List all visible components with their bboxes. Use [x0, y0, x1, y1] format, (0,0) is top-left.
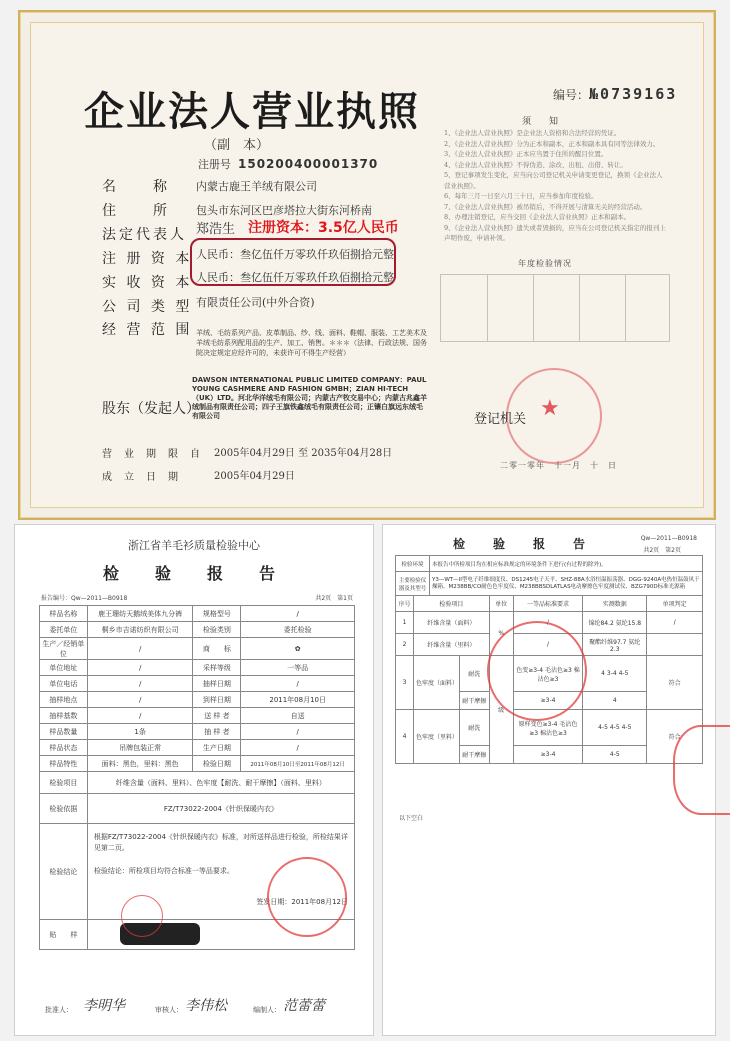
cell: Y3—WT—II型电子纤维细度仪、DS1245电子天平、SHZ-88A水浴恒温振荡器、DGG-9240A电热恒温鼓风干燥箱、M238BB/CO耐色色牢度仪、M238BBSDLATLAS电动摩擦色牢度测试仪、BZG790D标准光源箱 [430, 572, 703, 596]
issue-note: 签发日期：2011年08月12日 [256, 898, 348, 906]
reg-label: 注册号 [198, 158, 231, 171]
cell: 原样变色≥3-4 毛沾色≥3 棉沾色≥3 [513, 710, 583, 746]
cell: 检验环境 [396, 556, 430, 572]
table-row [40, 692, 355, 708]
red-annotation: 注册资本：3.5亿人民币 [248, 220, 399, 236]
field-label-paid-capital: 实 收 资 本 [102, 275, 193, 291]
cell: 检验依据 [40, 794, 88, 824]
cell: 纤维含量（面料） [413, 612, 489, 634]
registration-number [198, 156, 378, 172]
cell: 色牢度（里料） [413, 710, 459, 764]
cell: 委托单位 [40, 622, 88, 638]
field-value-legal-rep: 郑浩生 [196, 222, 236, 237]
annual-check-title: 年度检验情况 [518, 259, 572, 268]
cell: / [513, 612, 583, 634]
field-value-reg-capital: 人民币：叁亿伍仟万零玖仟玖佰捌拾元整 [196, 248, 394, 261]
cell: 耐洗 [459, 656, 489, 692]
field-label-shareholder: 股东（发起人） [102, 401, 200, 417]
cell: 单位 [489, 596, 513, 612]
table-row [396, 596, 703, 612]
cell: / [87, 692, 193, 708]
cell: 检验项目 [413, 596, 489, 612]
cell: 耐洗 [459, 710, 489, 746]
cell: / [647, 612, 703, 634]
cell: 到样日期 [193, 692, 241, 708]
cell: 2 [396, 634, 414, 656]
cell: 实测数据 [583, 596, 647, 612]
notice-list [444, 128, 666, 244]
cell: 抽样基数 [40, 708, 88, 724]
cell: 抽样日期 [193, 676, 241, 692]
cell: 序号 [396, 596, 414, 612]
cell: 生产日期 [193, 740, 241, 756]
cell: 符合 [647, 710, 703, 764]
maker-label: 编制人： [253, 1006, 281, 1014]
inspection-seal [267, 857, 347, 937]
report2-number: Qw—2011—B0918 [640, 535, 697, 542]
notice-line: 8、办理注销登记，应当交回《企业法人营业执照》正本和副本。 [444, 213, 631, 221]
cell: / [87, 708, 193, 724]
cell: 鹿王珊纺天鹅绒美体九分裤 [87, 606, 193, 622]
field-value-scope: 羊绒、毛纺系列产品、皮革制品、纱、线、面料、鞋帽、服装、工艺美术及羊绒毛纺系列配用品的生产、加工、销售。＊＊＊（法律、行政法规、国务院决定规定应经许可的，未获许可不得生产经营） [196, 329, 427, 357]
cell: 耐干摩擦 [459, 692, 489, 710]
reviewer-label: 审核人： [155, 1006, 183, 1014]
cell: 单位地址 [40, 660, 88, 676]
cell: 聚酯纤维97.7 氨纶2.3 [583, 634, 647, 656]
license-serial [553, 85, 677, 103]
field-value-founded: 2005年04月29日 [214, 471, 295, 482]
cell: / [241, 676, 355, 692]
cell: FZ/T73022-2004《针织保暖内衣》 [87, 794, 354, 824]
field-value-address: 包头市东河区巴彦塔拉大街东河桥南 [196, 204, 372, 217]
cell [647, 634, 703, 656]
cell: 耐干摩擦 [459, 746, 489, 764]
conclusion-text-1: 根据FZ/T73022-2004《针织保暖内衣》标准，对所送样品进行检验，所检结果详见第二页。 [93, 833, 348, 852]
cell: 4-5 4-5 4-5 [583, 710, 647, 746]
cell: 纤维含量（面料、里料）、色牢度【耐洗、耐干摩擦】（面料、里料） [87, 772, 354, 794]
table-row [40, 740, 355, 756]
cell: 规格型号 [193, 606, 241, 622]
field-label-founded: 成 立 日 期 [102, 472, 179, 483]
cell: 样品状态 [40, 740, 88, 756]
reg-value: 150200400001370 [238, 157, 379, 171]
license-issue-date: 二零一零年 十一月 十 日 [500, 461, 617, 470]
table-row [40, 756, 355, 772]
report-center-name: 浙江省羊毛衫质量检验中心 [128, 539, 260, 552]
cell: 一等品标准要求 [513, 596, 583, 612]
cell: ≥3-4 [513, 746, 583, 764]
approver-signature: 李明华 [83, 998, 125, 1014]
red-highlight-box [190, 238, 396, 286]
report-page-count: 共2页 第1页 [315, 595, 353, 602]
cell: 色变≥3-4 毛沾色≥3 棉沾色≥3 [513, 656, 583, 692]
table-row [40, 772, 355, 794]
field-label-legal-rep: 法定代表人 [102, 227, 187, 243]
approver-label: 批准人： [45, 1006, 73, 1014]
cell: 样品数量 [40, 724, 88, 740]
inspection-seal-page2 [487, 621, 587, 721]
serial-label: 编号： [553, 88, 590, 102]
reviewer-signature: 李伟松 [185, 998, 227, 1014]
cell: / [513, 634, 583, 656]
cell: 一等品 [241, 660, 355, 676]
cell: 锦纶84.2 氨纶15.8 [583, 612, 647, 634]
cell: / [87, 676, 193, 692]
table-row [40, 708, 355, 724]
term-to-word: 至 [298, 448, 309, 459]
cell: / [241, 606, 355, 622]
license-subtitle: （副 本） [204, 138, 270, 153]
cell: 检验日期 [193, 756, 241, 772]
cell: % [489, 612, 513, 656]
field-label-term: 营 业 期 限 自 [102, 449, 201, 460]
table-row [40, 794, 355, 824]
field-value-term [214, 444, 392, 459]
table-row [40, 724, 355, 740]
cell: ≥3-4 [513, 692, 583, 710]
edge-seal [673, 725, 730, 815]
notice-line: 6、每年三月一日至六月三十日，应当参加年度检验。 [444, 192, 598, 200]
field-value-paid-capital: 人民币：叁亿伍仟万零玖仟玖佰捌拾元整 [196, 271, 394, 284]
cell: 2011年08月10日 [241, 692, 355, 708]
report2-title: 检 验 报 告 [453, 537, 594, 551]
table-row [40, 622, 355, 638]
cell: 样品特性 [40, 756, 88, 772]
trademark-icon: ✿ [241, 638, 355, 660]
cell: 本报告中所检项目均在相应标准规定的环境条件下进行(有过程的除外)。 [430, 556, 703, 572]
cell: / [241, 740, 355, 756]
cell: 3 [396, 656, 414, 710]
cell: 检验项目 [40, 772, 88, 794]
cell: 样品名称 [40, 606, 88, 622]
inspection-seal-small [121, 895, 163, 937]
cell: 色牢度（面料） [413, 656, 459, 710]
seal-star-icon: ★ [540, 396, 560, 421]
serial-number: №0739163 [589, 85, 678, 103]
notice-line: 1、《企业法人营业执照》是企业法人资格和合法经营的凭证。 [444, 129, 621, 137]
license-title: 企业法人营业执照 [84, 89, 420, 135]
field-value-company-type: 有限责任公司(中外合资) [196, 296, 315, 309]
cell: 委托检验 [241, 622, 355, 638]
notice-line: 3、《企业法人营业执照》正本应当置于住所的醒目位置。 [444, 150, 608, 158]
notice-line: 7、《企业法人营业执照》被吊销后，不得开展与清算无关的经营活动。 [444, 202, 647, 211]
cell: 4 [396, 710, 414, 764]
cell: 主要检验仪器及其型号 [396, 572, 430, 596]
conclusion-text-2: 检验结论：所检项目均符合标准一等品要求。 [93, 867, 234, 875]
report-number: 报告编号：Qw—2011—B0918 [41, 595, 128, 602]
field-label-name: 名 称 [102, 179, 170, 195]
cell: 面料：黑色，里料：黑色 [87, 756, 193, 772]
field-label-address: 住 所 [102, 203, 170, 219]
field-label-reg-capital: 注 册 资 本 [102, 251, 193, 267]
annual-check-grid [440, 274, 670, 342]
cell: 级 [489, 656, 513, 764]
cell: 2011年08月10日至2011年08月12日 [241, 756, 355, 772]
notice-line: 4、《企业法人营业执照》不得伪造、涂改、出租、出借、转让。 [444, 160, 627, 169]
report2-page-count: 共2页 第2页 [643, 547, 681, 554]
cell: 纤维含量（里料） [413, 634, 489, 656]
cell: 检验类别 [193, 622, 241, 638]
cell: 1 [396, 612, 414, 634]
cell: 贴 样 [40, 920, 88, 950]
cell: 抽样地点 [40, 692, 88, 708]
cell: 生产／经销单位 [40, 638, 88, 660]
table-row [40, 660, 355, 676]
field-value-shareholder: DAWSON INTERNATIONAL PUBLIC LIMITED COMPANY：PAUL YOUNG CASHMERE AND FASHION GMBH；ZIAN HI-TECH（UK）LTD。河北华洋绒毛有限公司；内蒙古产牧交易中心；内蒙古兆鑫羊绒制品有限责任公司；四子王旗铁鑫绒毛有限责任公司；正镶白旗远东绒毛有限公司 [192, 376, 427, 420]
cell: 抽 样 者 [193, 724, 241, 740]
notice-line: 9、《企业法人营业执照》遗失或者毁损的，应当在公司登记机关指定的报刊上声明作废，申请补领。 [444, 223, 666, 242]
field-label-company-type: 公 司 类 型 [102, 299, 193, 315]
cell: 吊牌包装正常 [87, 740, 193, 756]
term-from: 2005年04月29日 [214, 448, 295, 459]
cell: 4 [583, 692, 647, 710]
notice-line: 2、《企业法人营业执照》分为正本和副本，正本和副本具有同等法律效力。 [444, 139, 660, 148]
field-value-name: 内蒙古鹿王羊绒有限公司 [196, 180, 317, 193]
cell: / [241, 724, 355, 740]
term-to: 2035年04月28日 [311, 448, 393, 459]
field-label-scope: 经 营 范 围 [102, 322, 193, 338]
report-page-2 [382, 524, 716, 1036]
table-row [40, 606, 355, 622]
notice-title: 须知 [522, 117, 577, 127]
blank-below-note: 以下空白 [399, 815, 424, 822]
business-license [18, 10, 716, 520]
table-row [396, 556, 703, 572]
cell: 采样等级 [193, 660, 241, 676]
cell: 单项判定 [647, 596, 703, 612]
cell: 自送 [241, 708, 355, 724]
cell: 商 标 [193, 638, 241, 660]
cell: / [87, 660, 193, 676]
maker-signature: 范蕾蕾 [283, 998, 325, 1014]
notice-line: 5、登记事项发生变化，应当向公司登记机关申请变更登记，换领《企业法人营业执照》。 [444, 171, 663, 190]
cell: 1条 [87, 724, 193, 740]
table-row [40, 638, 355, 660]
cell: 检验结论 [40, 824, 88, 920]
table-row [40, 676, 355, 692]
report-page-1 [14, 524, 374, 1036]
cell: / [87, 638, 193, 660]
cell: 桐乡市吉诺纺织有限公司 [87, 622, 193, 638]
cell: 4 3-4 4-5 [583, 656, 647, 692]
cell: 单位电话 [40, 676, 88, 692]
cell: 符合 [647, 656, 703, 710]
cell: 4-5 [583, 746, 647, 764]
table-row [396, 572, 703, 596]
registration-authority: 登记机关 [474, 412, 527, 427]
report2-env-table [395, 555, 703, 596]
report-title: 检 验 报 告 [102, 564, 285, 583]
cell: 送 样 者 [193, 708, 241, 724]
